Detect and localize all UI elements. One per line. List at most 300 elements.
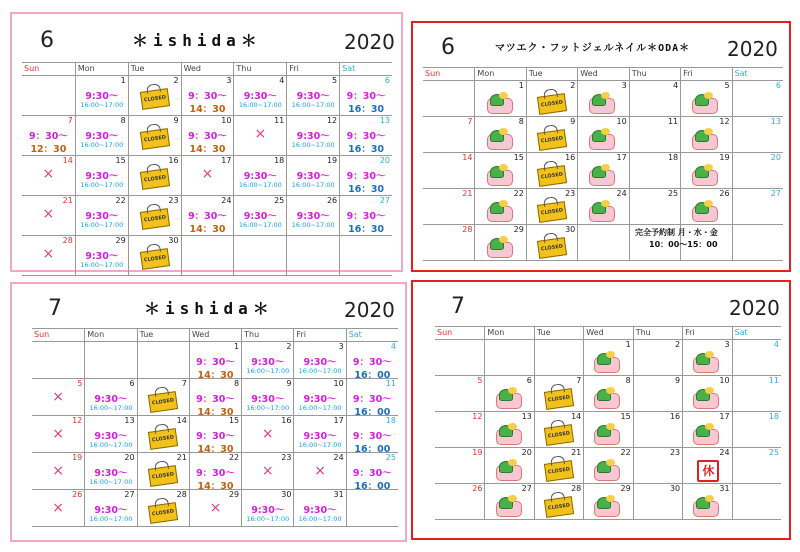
weekday-header-tue: Tue [137, 329, 189, 342]
closed-sign-icon: CLOSED [140, 248, 170, 270]
day-cell [128, 156, 181, 196]
nail-salon-icon [589, 200, 615, 222]
day-number: 17 [333, 416, 344, 425]
day-cell [484, 412, 533, 448]
open-time: 9:30～ [303, 357, 337, 368]
day-number: 31 [333, 490, 344, 499]
day-cell [32, 490, 84, 527]
day-number: 11 [385, 379, 396, 388]
session-time: 14：30 [197, 444, 234, 453]
open-time: 9:30～ [243, 91, 277, 102]
day-cell [84, 416, 136, 453]
day-cell [286, 116, 339, 156]
nail-salon-icon [589, 128, 615, 150]
day-cell [22, 76, 75, 116]
session-time: 16:00~17:00 [238, 181, 282, 189]
nail-flower-shape [499, 236, 508, 243]
day-cell [293, 379, 345, 416]
studio-name: マツエク・フットジェルネイル＊ODA＊ [495, 43, 691, 54]
open-time: 9:30～ [303, 394, 337, 405]
day-number: 28 [462, 225, 473, 234]
day-cell [732, 412, 781, 448]
day-number: 14 [176, 416, 187, 425]
day-cell [633, 340, 682, 376]
closed-sign-icon: CLOSED [148, 428, 178, 450]
studio-name: ＊ishida＊ [132, 31, 262, 50]
session-time: 16:00~17:00 [89, 515, 133, 523]
closed-sign-icon: CLOSED [537, 129, 567, 151]
day-cell [339, 116, 392, 156]
day-cell [346, 342, 398, 379]
day-number: 12 [72, 416, 83, 425]
day-number: 9 [675, 376, 681, 385]
day-number: 12 [719, 117, 730, 126]
day-number: 26 [326, 196, 338, 205]
day-cell [534, 484, 583, 520]
day-number: 20 [379, 156, 390, 165]
closed-x-icon: × [209, 500, 222, 516]
day-cell [732, 448, 781, 484]
day-cell [339, 156, 392, 196]
day-cell [293, 453, 345, 490]
weekday-header-sat: Sat [346, 329, 398, 342]
day-number: 29 [228, 490, 240, 499]
session-time: 14：30 [197, 407, 234, 416]
nail-salon-icon [693, 495, 719, 517]
day-cell [534, 448, 583, 484]
weekday-header-fri: Fri [680, 68, 731, 81]
session-time: 16：00 [354, 407, 391, 416]
day-cell [526, 117, 577, 153]
day-number: 10 [719, 376, 730, 385]
weekday-header-sat: Sat [339, 63, 392, 76]
open-time: 9：30～ [196, 431, 235, 442]
open-time: 9：30～ [346, 91, 386, 102]
day-cell [137, 453, 189, 490]
day-number: 9 [570, 117, 576, 126]
day-number: 1 [625, 340, 631, 349]
day-cell [286, 76, 339, 116]
day-number: 8 [518, 117, 524, 126]
day-number: 17 [221, 156, 232, 165]
open-time: 9:30～ [243, 171, 277, 182]
nail-salon-icon [692, 92, 718, 114]
day-cell [286, 236, 339, 276]
weekday-header-tue: Tue [534, 327, 583, 340]
day-number: 13 [124, 416, 135, 425]
day-number: 3 [226, 76, 232, 85]
day-cell [423, 81, 474, 117]
year-label: 2020 [344, 30, 395, 54]
closed-sign-icon: CLOSED [140, 208, 170, 230]
day-number: 18 [385, 416, 396, 425]
day-number: 28 [62, 236, 73, 245]
closed-x-icon: × [42, 246, 55, 262]
day-cell [137, 379, 189, 416]
session-time: 16：30 [348, 104, 385, 115]
closed-sign-icon: CLOSED [537, 165, 567, 187]
session-time: 16:00~17:00 [80, 101, 124, 109]
day-cell [346, 453, 398, 490]
day-number: 1 [518, 81, 524, 90]
day-cell [181, 196, 234, 236]
day-number: 14 [62, 156, 73, 165]
day-cell [484, 340, 533, 376]
day-cell [629, 153, 680, 189]
day-number: 27 [124, 490, 135, 499]
day-cell [233, 76, 286, 116]
day-number: 13 [770, 117, 781, 126]
day-number: 15 [620, 412, 631, 421]
day-cell [682, 484, 731, 520]
day-cell [633, 412, 682, 448]
day-number: 31 [719, 484, 730, 493]
weekday-header-mon: Mon [474, 68, 525, 81]
closed-x-icon: × [261, 463, 274, 479]
day-number: 5 [77, 379, 83, 388]
weekday-header-mon: Mon [484, 327, 533, 340]
nail-salon-icon [487, 92, 513, 114]
session-time: 16：00 [354, 370, 391, 379]
day-number: 21 [462, 189, 473, 198]
open-time: 9：30～ [196, 394, 235, 405]
day-number: 2 [570, 81, 576, 90]
weekday-header-fri: Fri [293, 329, 345, 342]
closed-x-icon: × [314, 463, 326, 479]
day-cell [189, 490, 241, 527]
day-number: 7 [576, 376, 582, 385]
day-cell [22, 236, 75, 276]
day-cell [181, 76, 234, 116]
day-number: 16 [669, 412, 681, 421]
day-number: 6 [775, 81, 781, 90]
nail-salon-icon [594, 423, 620, 445]
open-time: 9:30～ [251, 394, 285, 405]
year-label: 2020 [344, 298, 395, 322]
open-time: 9：30～ [196, 357, 235, 368]
open-time: 9:30～ [85, 211, 119, 222]
day-cell [293, 490, 345, 527]
day-number: 20 [124, 453, 135, 462]
day-number: 29 [513, 225, 524, 234]
day-cell [534, 376, 583, 412]
day-cell [128, 116, 181, 156]
day-number: 15 [228, 416, 240, 425]
day-number: 16 [281, 416, 292, 425]
day-number: 9 [173, 116, 179, 125]
nail-salon-icon [496, 387, 522, 409]
day-number: 29 [620, 484, 631, 493]
day-cell [189, 342, 241, 379]
day-number: 14 [571, 412, 582, 421]
day-cell [732, 484, 781, 520]
day-cell [474, 81, 525, 117]
day-number: 23 [669, 448, 681, 457]
open-time: 9:30～ [94, 468, 128, 479]
closed-sign-icon: CLOSED [148, 391, 178, 413]
day-cell [583, 412, 632, 448]
nail-flower-shape [499, 128, 508, 135]
day-number: 2 [675, 340, 681, 349]
session-time: 14：30 [197, 370, 234, 379]
session-time: 16:00~17:00 [291, 101, 335, 109]
day-cell [633, 376, 682, 412]
weekday-header-wed: Wed [189, 329, 241, 342]
open-time: 9：30～ [346, 171, 386, 182]
nail-flower-shape [499, 200, 508, 207]
day-cell [286, 156, 339, 196]
closed-sign-icon: CLOSED [544, 388, 574, 410]
day-cell [680, 189, 731, 225]
day-cell [534, 412, 583, 448]
day-number: 11 [768, 376, 779, 385]
month-number: 6 [441, 35, 455, 60]
open-time: 9:30～ [303, 431, 337, 442]
day-cell [680, 153, 731, 189]
closed-sign-icon: CLOSED [544, 424, 574, 446]
session-time: 16:00~17:00 [291, 221, 335, 229]
session-time: 16:00~17:00 [298, 367, 342, 375]
day-number: 7 [467, 117, 473, 126]
nail-flower-shape [499, 164, 508, 171]
day-cell [137, 416, 189, 453]
closed-sign-icon: CLOSED [148, 502, 178, 524]
day-cell [682, 448, 731, 484]
day-number: 20 [521, 448, 532, 457]
day-number: 19 [472, 448, 483, 457]
session-time: 16:00~17:00 [238, 101, 282, 109]
day-cell [680, 81, 731, 117]
day-cell [22, 156, 75, 196]
day-cell [577, 189, 628, 225]
session-time: 16:00~17:00 [80, 261, 124, 269]
day-cell [128, 236, 181, 276]
day-number: 10 [616, 117, 627, 126]
day-cell [75, 196, 128, 236]
day-number: 3 [621, 81, 627, 90]
day-cell [233, 116, 286, 156]
day-number: 10 [221, 116, 232, 125]
session-time: 16：00 [354, 481, 391, 490]
day-number: 1 [120, 76, 126, 85]
day-number: 29 [115, 236, 126, 245]
day-cell [732, 340, 781, 376]
day-number: 18 [768, 412, 779, 421]
day-cell [682, 376, 731, 412]
session-time: 12：30 [30, 144, 67, 155]
day-number: 4 [773, 340, 779, 349]
open-time: 9:30～ [296, 91, 330, 102]
open-time: 9：30～ [352, 431, 392, 442]
day-cell [577, 81, 628, 117]
nail-salon-icon [692, 128, 718, 150]
day-cell [633, 484, 682, 520]
session-time: 14：30 [197, 481, 234, 490]
reservation-note [635, 227, 718, 251]
nail-salon-icon [496, 495, 522, 517]
day-number: 28 [571, 484, 582, 493]
day-number: 27 [379, 196, 390, 205]
nail-flower-shape [508, 423, 517, 430]
session-time: 16:00~17:00 [298, 404, 342, 412]
day-cell [75, 116, 128, 156]
day-number: 11 [274, 116, 285, 125]
day-cell [84, 490, 136, 527]
day-cell [189, 416, 241, 453]
day-number: 19 [326, 156, 338, 165]
day-cell [233, 196, 286, 236]
closed-sign-icon: CLOSED [537, 93, 567, 115]
nail-salon-icon [693, 351, 719, 373]
calendar-panel-july-ishida [10, 282, 407, 542]
nail-salon-icon [487, 164, 513, 186]
day-number: 9 [286, 379, 292, 388]
reservation-note-line1: 完全予約制 月・水・金 [635, 228, 718, 237]
day-number: 3 [338, 342, 344, 351]
session-time: 16：30 [348, 224, 385, 235]
day-number: 25 [667, 189, 679, 198]
day-cell [423, 153, 474, 189]
session-time: 16:00~17:00 [89, 404, 133, 412]
day-number: 6 [129, 379, 135, 388]
day-number: 25 [385, 453, 396, 462]
nail-salon-icon [693, 387, 719, 409]
open-time: 9：30～ [352, 394, 392, 405]
day-cell [435, 484, 484, 520]
day-number: 13 [379, 116, 390, 125]
open-time: 9:30～ [94, 394, 128, 405]
closed-sign-icon: CLOSED [148, 465, 178, 487]
nail-salon-icon [693, 423, 719, 445]
day-number: 2 [286, 342, 292, 351]
weekday-header-sun: Sun [22, 63, 75, 76]
open-time: 9:30～ [243, 211, 277, 222]
day-number: 15 [115, 156, 126, 165]
closed-sign-icon: CLOSED [537, 237, 567, 259]
session-time: 14：30 [189, 144, 226, 155]
calendar-grid [423, 67, 783, 261]
closed-sign-icon: CLOSED [544, 460, 574, 482]
weekday-header-fri: Fri [286, 63, 339, 76]
day-number: 25 [768, 448, 779, 457]
weekday-header-sat: Sat [732, 68, 783, 81]
day-cell [181, 156, 234, 196]
day-cell [339, 76, 392, 116]
day-cell [577, 153, 628, 189]
calendar-panel-june-oda [411, 21, 791, 272]
nail-salon-icon [594, 495, 620, 517]
day-number: 10 [333, 379, 344, 388]
day-number: 8 [120, 116, 126, 125]
session-time: 16：00 [354, 444, 391, 453]
day-number: 27 [521, 484, 532, 493]
day-number: 23 [565, 189, 576, 198]
nail-salon-icon [487, 236, 513, 258]
day-cell [423, 189, 474, 225]
day-cell [233, 156, 286, 196]
closed-x-icon: × [52, 426, 64, 442]
day-number: 7 [67, 116, 73, 125]
day-number: 15 [513, 153, 524, 162]
session-time: 16:00~17:00 [246, 404, 290, 412]
day-cell [583, 376, 632, 412]
day-cell [732, 153, 783, 189]
open-time: 9:30～ [94, 505, 128, 516]
nail-salon-icon [692, 200, 718, 222]
open-time: 9:30～ [85, 131, 119, 142]
day-cell [526, 153, 577, 189]
nail-salon-icon [589, 164, 615, 186]
session-time: 16：30 [348, 184, 385, 195]
calendar-panel-july-oda [411, 280, 791, 540]
day-cell [534, 340, 583, 376]
day-number: 19 [72, 453, 83, 462]
day-number: 25 [274, 196, 285, 205]
day-cell [577, 225, 628, 261]
weekday-header-thu: Thu [633, 327, 682, 340]
day-cell [629, 81, 680, 117]
day-number: 19 [719, 153, 730, 162]
day-cell [435, 412, 484, 448]
session-time: 16:00~17:00 [246, 367, 290, 375]
day-number: 5 [332, 76, 338, 85]
nail-salon-icon [692, 164, 718, 186]
session-time: 16:00~17:00 [89, 441, 133, 449]
open-time: 9：30～ [188, 211, 227, 222]
calendar-grid [435, 326, 781, 520]
weekday-header-tue: Tue [526, 68, 577, 81]
weekday-header-sat: Sat [732, 327, 781, 340]
nail-flower-shape [508, 459, 517, 466]
session-time: 16:00~17:00 [238, 221, 282, 229]
day-number: 26 [719, 189, 730, 198]
session-time: 16:00~17:00 [298, 515, 342, 523]
closed-sign-icon: CLOSED [140, 88, 170, 110]
calendar-grid [22, 62, 392, 276]
nail-salon-icon [496, 459, 522, 481]
day-cell [339, 236, 392, 276]
weekday-header-thu: Thu [233, 63, 286, 76]
day-number: 21 [62, 196, 73, 205]
day-cell [633, 448, 682, 484]
day-cell [423, 225, 474, 261]
day-number: 17 [616, 153, 627, 162]
nail-salon-icon [594, 387, 620, 409]
day-number: 6 [526, 376, 532, 385]
open-time: 9：30～ [196, 468, 235, 479]
session-time: 16:00~17:00 [89, 478, 133, 486]
day-cell [629, 189, 680, 225]
day-cell [128, 76, 181, 116]
session-time: 16:00~17:00 [291, 181, 335, 189]
day-number: 11 [667, 117, 679, 126]
open-time: 9:30～ [85, 251, 119, 262]
day-number: 24 [221, 196, 232, 205]
day-cell [75, 156, 128, 196]
day-cell [32, 453, 84, 490]
day-cell [84, 342, 136, 379]
reservation-note-line2: 10：00～15：00 [649, 240, 718, 249]
month-number: 7 [451, 294, 465, 319]
open-time: 9：30～ [352, 357, 392, 368]
day-cell [732, 225, 783, 261]
day-cell [484, 376, 533, 412]
year-label: 2020 [729, 296, 780, 320]
weekday-header-mon: Mon [84, 329, 136, 342]
day-cell [233, 236, 286, 276]
open-time: 9:30～ [85, 91, 119, 102]
year-label: 2020 [727, 37, 778, 61]
